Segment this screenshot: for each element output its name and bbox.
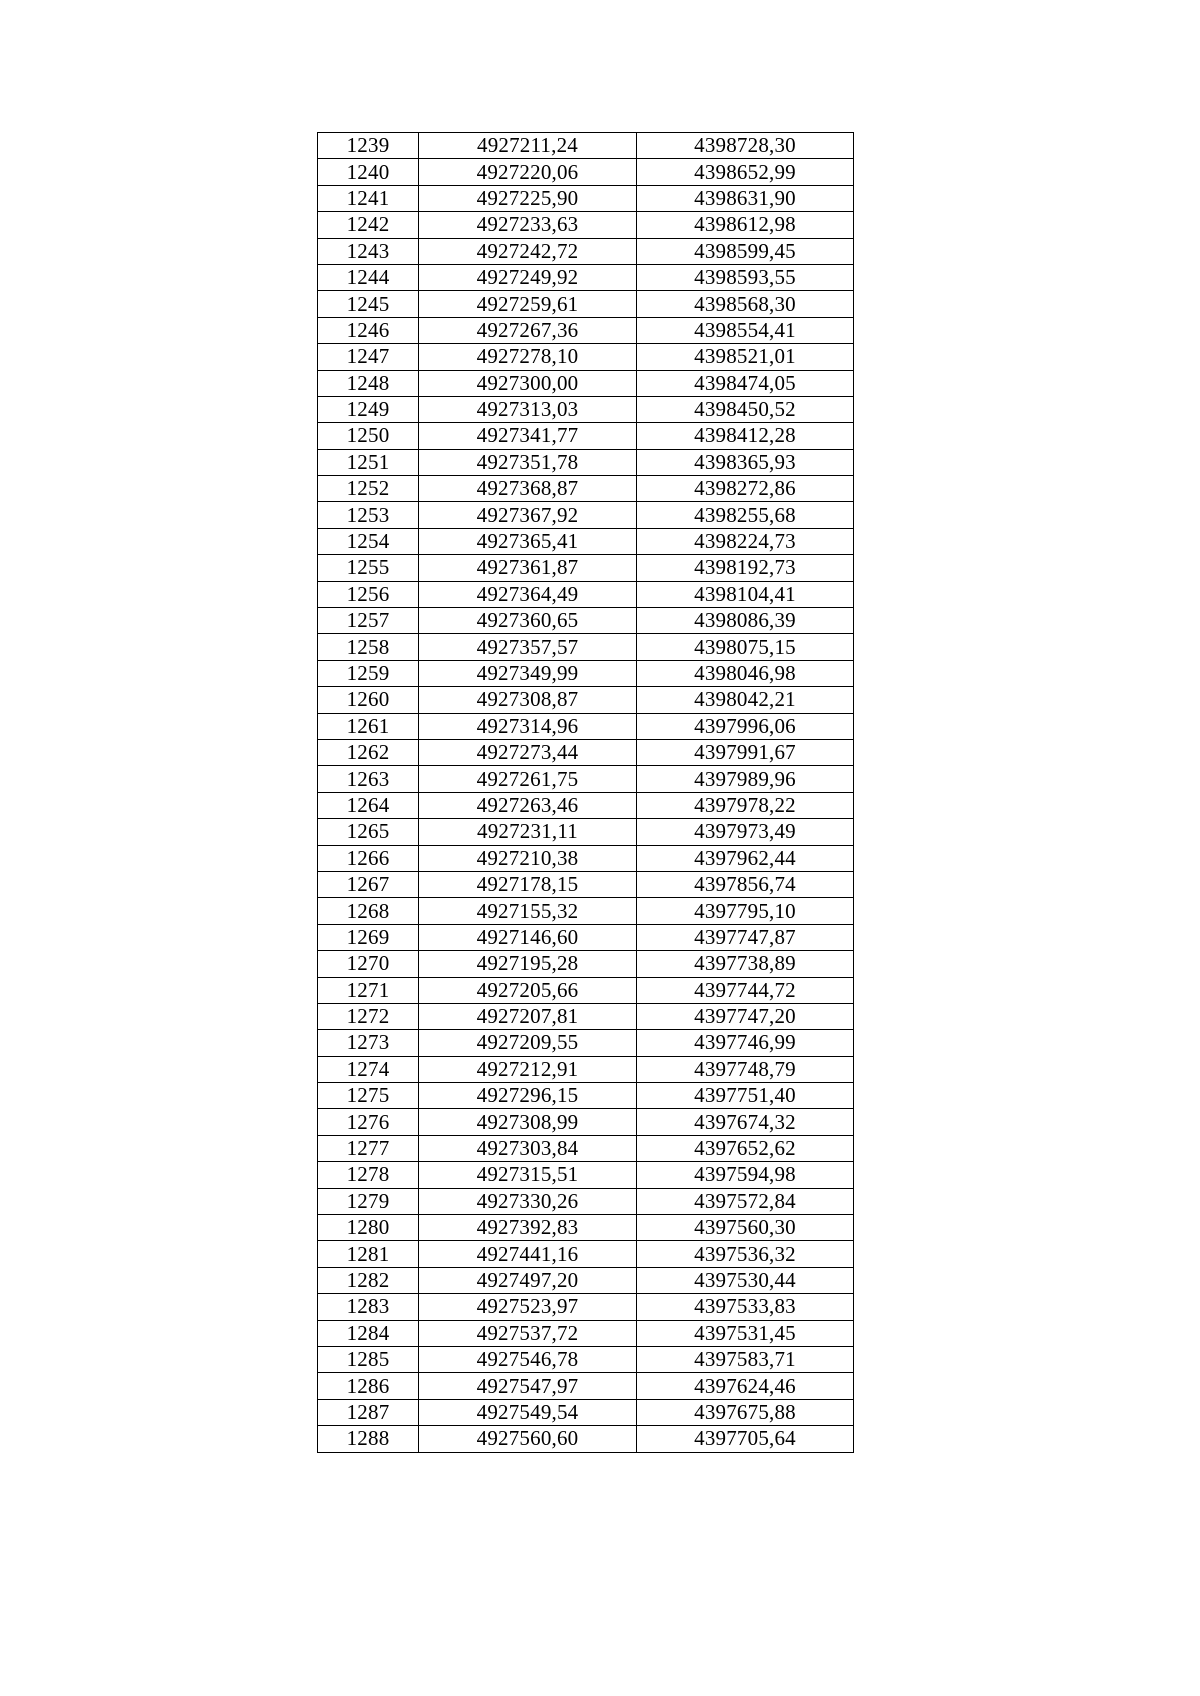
y-coordinate-cell: 4398568,30: [637, 291, 854, 317]
table-row: [318, 396, 854, 422]
point-number-cell: 1253: [318, 502, 419, 528]
table-row: [318, 212, 854, 238]
table-row: [318, 1109, 854, 1135]
y-coordinate-cell: 4398075,15: [637, 634, 854, 660]
table-row: [318, 159, 854, 185]
y-coordinate-cell: 4397973,49: [637, 819, 854, 845]
point-number-cell: 1266: [318, 845, 419, 871]
point-number-cell: 1285: [318, 1346, 419, 1372]
table-row: [318, 1056, 854, 1082]
point-number-cell: 1286: [318, 1373, 419, 1399]
x-coordinate-cell: 4927361,87: [419, 555, 637, 581]
point-number-cell: 1287: [318, 1399, 419, 1425]
point-number-cell: 1241: [318, 185, 419, 211]
point-number-cell: 1281: [318, 1241, 419, 1267]
y-coordinate-cell: 4397747,87: [637, 924, 854, 950]
x-coordinate-cell: 4927549,54: [419, 1399, 637, 1425]
x-coordinate-cell: 4927368,87: [419, 476, 637, 502]
point-number-cell: 1252: [318, 476, 419, 502]
table-row: [318, 1267, 854, 1293]
y-coordinate-cell: 4397560,30: [637, 1215, 854, 1241]
table-row: [318, 555, 854, 581]
y-coordinate-cell: 4398554,41: [637, 317, 854, 343]
y-coordinate-cell: 4398599,45: [637, 238, 854, 264]
x-coordinate-cell: 4927220,06: [419, 159, 637, 185]
y-coordinate-cell: 4397675,88: [637, 1399, 854, 1425]
y-coordinate-cell: 4397856,74: [637, 871, 854, 897]
x-coordinate-cell: 4927546,78: [419, 1346, 637, 1372]
x-coordinate-cell: 4927364,49: [419, 581, 637, 607]
point-number-cell: 1268: [318, 898, 419, 924]
table-row: [318, 528, 854, 554]
y-coordinate-cell: 4397795,10: [637, 898, 854, 924]
x-coordinate-cell: 4927523,97: [419, 1294, 637, 1320]
table-row: [318, 739, 854, 765]
x-coordinate-cell: 4927315,51: [419, 1162, 637, 1188]
x-coordinate-cell: 4927195,28: [419, 951, 637, 977]
table-row: [318, 1030, 854, 1056]
x-coordinate-cell: 4927261,75: [419, 766, 637, 792]
y-coordinate-cell: 4398255,68: [637, 502, 854, 528]
point-number-cell: 1280: [318, 1215, 419, 1241]
point-number-cell: 1245: [318, 291, 419, 317]
table-row: [318, 924, 854, 950]
point-number-cell: 1277: [318, 1135, 419, 1161]
x-coordinate-cell: 4927537,72: [419, 1320, 637, 1346]
y-coordinate-cell: 4397530,44: [637, 1267, 854, 1293]
table-row: [318, 1083, 854, 1109]
table-row: [318, 819, 854, 845]
y-coordinate-cell: 4398224,73: [637, 528, 854, 554]
y-coordinate-cell: 4398450,52: [637, 396, 854, 422]
x-coordinate-cell: 4927225,90: [419, 185, 637, 211]
point-number-cell: 1271: [318, 977, 419, 1003]
point-number-cell: 1275: [318, 1083, 419, 1109]
table-row: [318, 1346, 854, 1372]
point-number-cell: 1246: [318, 317, 419, 343]
point-number-cell: 1263: [318, 766, 419, 792]
y-coordinate-cell: 4397751,40: [637, 1083, 854, 1109]
x-coordinate-cell: 4927560,60: [419, 1426, 637, 1452]
x-coordinate-cell: 4927367,92: [419, 502, 637, 528]
x-coordinate-cell: 4927231,11: [419, 819, 637, 845]
table-row: [318, 133, 854, 159]
x-coordinate-cell: 4927314,96: [419, 713, 637, 739]
table-row: [318, 344, 854, 370]
x-coordinate-cell: 4927155,32: [419, 898, 637, 924]
y-coordinate-cell: 4397989,96: [637, 766, 854, 792]
y-coordinate-cell: 4397746,99: [637, 1030, 854, 1056]
x-coordinate-cell: 4927357,57: [419, 634, 637, 660]
table-row: [318, 581, 854, 607]
y-coordinate-cell: 4397652,62: [637, 1135, 854, 1161]
y-coordinate-cell: 4397991,67: [637, 739, 854, 765]
table-row: [318, 871, 854, 897]
point-number-cell: 1247: [318, 344, 419, 370]
y-coordinate-cell: 4398593,55: [637, 264, 854, 290]
y-coordinate-cell: 4398272,86: [637, 476, 854, 502]
point-number-cell: 1258: [318, 634, 419, 660]
table-row: [318, 370, 854, 396]
table-row: [318, 1135, 854, 1161]
point-number-cell: 1265: [318, 819, 419, 845]
y-coordinate-cell: 4398046,98: [637, 660, 854, 686]
table-row: [318, 687, 854, 713]
table-row: [318, 845, 854, 871]
table-row: [318, 423, 854, 449]
table-row: [318, 634, 854, 660]
y-coordinate-cell: 4398365,93: [637, 449, 854, 475]
point-number-cell: 1267: [318, 871, 419, 897]
y-coordinate-cell: 4398104,41: [637, 581, 854, 607]
x-coordinate-cell: 4927547,97: [419, 1373, 637, 1399]
table-row: [318, 713, 854, 739]
point-number-cell: 1284: [318, 1320, 419, 1346]
point-number-cell: 1260: [318, 687, 419, 713]
y-coordinate-cell: 4397583,71: [637, 1346, 854, 1372]
y-coordinate-cell: 4397594,98: [637, 1162, 854, 1188]
table-row: [318, 792, 854, 818]
x-coordinate-cell: 4927308,87: [419, 687, 637, 713]
y-coordinate-cell: 4397533,83: [637, 1294, 854, 1320]
y-coordinate-cell: 4398086,39: [637, 608, 854, 634]
x-coordinate-cell: 4927349,99: [419, 660, 637, 686]
point-number-cell: 1261: [318, 713, 419, 739]
table-row: [318, 1003, 854, 1029]
x-coordinate-cell: 4927351,78: [419, 449, 637, 475]
y-coordinate-cell: 4398474,05: [637, 370, 854, 396]
x-coordinate-cell: 4927233,63: [419, 212, 637, 238]
x-coordinate-cell: 4927308,99: [419, 1109, 637, 1135]
y-coordinate-cell: 4397572,84: [637, 1188, 854, 1214]
y-coordinate-cell: 4397705,64: [637, 1426, 854, 1452]
x-coordinate-cell: 4927178,15: [419, 871, 637, 897]
y-coordinate-cell: 4397624,46: [637, 1373, 854, 1399]
y-coordinate-cell: 4398652,99: [637, 159, 854, 185]
x-coordinate-cell: 4927360,65: [419, 608, 637, 634]
y-coordinate-cell: 4397531,45: [637, 1320, 854, 1346]
table-row: [318, 1399, 854, 1425]
table-row: [318, 1241, 854, 1267]
y-coordinate-cell: 4398192,73: [637, 555, 854, 581]
point-number-cell: 1269: [318, 924, 419, 950]
table-row: [318, 264, 854, 290]
point-number-cell: 1282: [318, 1267, 419, 1293]
y-coordinate-cell: 4397748,79: [637, 1056, 854, 1082]
table-row: [318, 977, 854, 1003]
y-coordinate-cell: 4397744,72: [637, 977, 854, 1003]
x-coordinate-cell: 4927330,26: [419, 1188, 637, 1214]
table-row: [318, 449, 854, 475]
table-row: [318, 1294, 854, 1320]
point-number-cell: 1264: [318, 792, 419, 818]
x-coordinate-cell: 4927263,46: [419, 792, 637, 818]
y-coordinate-cell: 4398728,30: [637, 133, 854, 159]
point-number-cell: 1251: [318, 449, 419, 475]
y-coordinate-cell: 4397747,20: [637, 1003, 854, 1029]
x-coordinate-cell: 4927392,83: [419, 1215, 637, 1241]
x-coordinate-cell: 4927146,60: [419, 924, 637, 950]
table-row: [318, 291, 854, 317]
x-coordinate-cell: 4927300,00: [419, 370, 637, 396]
x-coordinate-cell: 4927210,38: [419, 845, 637, 871]
x-coordinate-cell: 4927303,84: [419, 1135, 637, 1161]
x-coordinate-cell: 4927207,81: [419, 1003, 637, 1029]
point-number-cell: 1288: [318, 1426, 419, 1452]
point-number-cell: 1278: [318, 1162, 419, 1188]
x-coordinate-cell: 4927249,92: [419, 264, 637, 290]
y-coordinate-cell: 4397536,32: [637, 1241, 854, 1267]
y-coordinate-cell: 4397996,06: [637, 713, 854, 739]
y-coordinate-cell: 4397978,22: [637, 792, 854, 818]
x-coordinate-cell: 4927211,24: [419, 133, 637, 159]
x-coordinate-cell: 4927205,66: [419, 977, 637, 1003]
point-number-cell: 1248: [318, 370, 419, 396]
point-number-cell: 1249: [318, 396, 419, 422]
x-coordinate-cell: 4927212,91: [419, 1056, 637, 1082]
point-number-cell: 1276: [318, 1109, 419, 1135]
table-row: [318, 951, 854, 977]
x-coordinate-cell: 4927209,55: [419, 1030, 637, 1056]
point-number-cell: 1279: [318, 1188, 419, 1214]
point-number-cell: 1244: [318, 264, 419, 290]
point-number-cell: 1240: [318, 159, 419, 185]
table-row: [318, 1215, 854, 1241]
point-number-cell: 1273: [318, 1030, 419, 1056]
x-coordinate-cell: 4927313,03: [419, 396, 637, 422]
x-coordinate-cell: 4927365,41: [419, 528, 637, 554]
table-row: [318, 238, 854, 264]
y-coordinate-cell: 4398612,98: [637, 212, 854, 238]
table-row: [318, 608, 854, 634]
point-number-cell: 1239: [318, 133, 419, 159]
coordinates-table: [317, 132, 854, 1453]
y-coordinate-cell: 4397962,44: [637, 845, 854, 871]
table-row: [318, 1162, 854, 1188]
table-row: [318, 502, 854, 528]
point-number-cell: 1242: [318, 212, 419, 238]
table-row: [318, 1320, 854, 1346]
table-row: [318, 185, 854, 211]
x-coordinate-cell: 4927341,77: [419, 423, 637, 449]
point-number-cell: 1254: [318, 528, 419, 554]
x-coordinate-cell: 4927242,72: [419, 238, 637, 264]
y-coordinate-cell: 4398521,01: [637, 344, 854, 370]
y-coordinate-cell: 4398412,28: [637, 423, 854, 449]
x-coordinate-cell: 4927267,36: [419, 317, 637, 343]
table-row: [318, 1373, 854, 1399]
x-coordinate-cell: 4927273,44: [419, 739, 637, 765]
y-coordinate-cell: 4398631,90: [637, 185, 854, 211]
point-number-cell: 1272: [318, 1003, 419, 1029]
point-number-cell: 1262: [318, 739, 419, 765]
x-coordinate-cell: 4927441,16: [419, 1241, 637, 1267]
point-number-cell: 1283: [318, 1294, 419, 1320]
y-coordinate-cell: 4398042,21: [637, 687, 854, 713]
table-row: [318, 660, 854, 686]
point-number-cell: 1256: [318, 581, 419, 607]
point-number-cell: 1274: [318, 1056, 419, 1082]
table-row: [318, 317, 854, 343]
point-number-cell: 1250: [318, 423, 419, 449]
x-coordinate-cell: 4927259,61: [419, 291, 637, 317]
y-coordinate-cell: 4397674,32: [637, 1109, 854, 1135]
table-row: [318, 898, 854, 924]
table-row: [318, 766, 854, 792]
point-number-cell: 1257: [318, 608, 419, 634]
table-row: [318, 476, 854, 502]
point-number-cell: 1259: [318, 660, 419, 686]
coordinates-table-body: [318, 133, 854, 1453]
table-row: [318, 1426, 854, 1452]
table-row: [318, 1188, 854, 1214]
point-number-cell: 1243: [318, 238, 419, 264]
x-coordinate-cell: 4927497,20: [419, 1267, 637, 1293]
y-coordinate-cell: 4397738,89: [637, 951, 854, 977]
point-number-cell: 1255: [318, 555, 419, 581]
x-coordinate-cell: 4927278,10: [419, 344, 637, 370]
x-coordinate-cell: 4927296,15: [419, 1083, 637, 1109]
point-number-cell: 1270: [318, 951, 419, 977]
